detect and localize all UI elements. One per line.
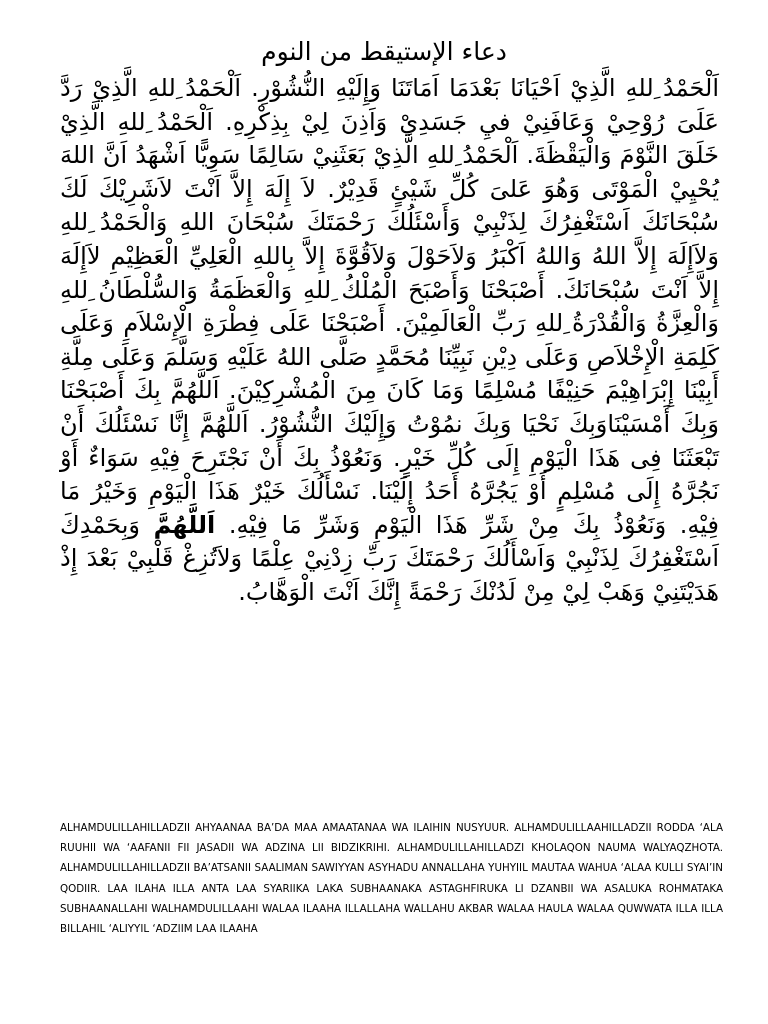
transliteration-text: ALHAMDULILLAHILLADZII AHYAANAA BA’DA MAA AMAATANAA WA ILAIHIN NUSYUUR. ALHAMDULILLAAHILLADZII RODDA ‘ALA RUUHII WA ‘AAFANII FII JASADII WA ADZINA LII BIDZIKRIHI. ALHAMDULILLAHILLADZI KHOLAQON NAUMA WALYAQZHOTA. ALHAMDULILLAHILLADZII BA’ATSANII SAALIMAN SAWIYYAN ASYHADU ANNALLAHA YUHYIIL MAUTAA WAHUA ‘ALAA KULLI SYAI’IN QODIIR. LAA ILAHA ILLA ANTA LAA SYARIIKA LAKA SUBHAANAKA ASTAGHFIRUKA LI DZANBII WA ASALUKA ROHMATAKA SUBHAANALLAHI WALHAMDULILLAAHI WALAA ILAAHA ILLALLAHA WALLAHU AKBAR WALAA HAULA WALAA QUWWATA ILLA ILLA BILLAHIL ‘ALIYYIL ‘ADZIIM LAA ILAAHA	[60, 822, 723, 936]
arabic-text-part-2: وَبِحَمْدِكَ اَسْتَغْفِرُكَ لِذَنْبِيْ وَاَسْأَلُكَ رَحْمَتَكَ رَبِّ زِدْنِيْ عِلْمًا وَلاَتُزِغْ قَلْبِيْ بَعْدَ إِذْ هَدَيْتَنِيْ وَهَبْ لِيْ مِنْ لَدُنْكَ رَحْمَةً إِنَّكَ اَنْتَ الْوَهَّابُ.	[60, 510, 719, 606]
arabic-bold-word: اَللَّهُمَّ	[153, 510, 216, 539]
arabic-text-part-1: اَلْحَمْدُ ِللهِ الَّذِيْ اَحْيَانَا بَعْدَمَا اَمَاتَنَا وَإِلَيْهِ النُّشُوْرِ. اَلْحَمْدُ ِللهِ الَّذِيْ رَدَّ عَلَىَ رُوْحِيْ وَعَافَنِيْ فيِ جَسَدِيْ وَاَذِنَ لِيْ بِذِكْرِهِ. اَلْحَمْدُ ِللهِ الَّذِيْ خَلَقَ النَّوْمَ وَالْيَقْظَةَ. اَلْحَمْدُ ِللهِ الَّذِيْ بَعَثَنِيْ سَالِمًا سَوِيًّا اَشْهَدُ اَنَّ اللهَ يُحْيِيْ الْمَوْتَى وَهُوَ عَلىَ كُلِّ شَيْئٍ قَدِيْرٌ. لاَ إِلَهَ إِلاَّ اَنْتَ لاَشَرِيْكَ لَكَ سُبْحَانَكَ اَسْتَغْفِرُكَ لِذَنْبِيْ وَأَسْئَلُكَ رَحْمَتَكَ سُبْحَانَ اللهِ وَالْحَمْدُ ِللهِ وَلاَإِلَهَ إِلاَّ اللهُ وَاللهُ اَكْبَرُ وَلاَحَوْلَ وَلاَقُوَّةَ إِلاَّ بِاللهِ الْعَلِيِّ الْعَظِيْمِ لاَإِلَهَ إِلاَّ اَنْتَ سُبْحَانَكَ. أَصْبَحْنَا وَأَصْبَحَ الْمُلْكُ ِللهِ وَالْعَظَمَةُ وَالسُّلْطَانُ ِللهِ وَالْعِزَّةُ وَالْقُدْرَةُ ِللهِ رَبِّ الْعَالَمِيْنَ. أَصْبَحْنَا عَلَى فِطْرَةِ الْإِسْلاَمِ وَعَلَى كَلِمَةِ الْإِخْلاَصِ وَعَلَى دِيْنِ نَبِيِّنَا مُحَمَّدٍ صَلَّى اللهُ عَلَيْهِ وَسَلَّمَ وَعَلَى مِلَّةِ أَبِيْنَا إِبْرَاهِيْمَ حَنِيْفًا مُسْلِمًا وَمَا كَانَ مِنَ الْمُشْرِكِيْنَ. اَللَّهُمَّ بِكَ أَصْبَحْنَا وَبِكَ أَمْسَيْنَاوَبِكَ نَحْيَا وَبِكَ نمُوْتُ وَإِلَيْكَ النُّشُوْرُ. اَللَّهُمَّ إِنَّا نَسْئَلُكَ أَنْ تَبْعَثَنَا فِى هَذَا الْيَوْمِ إِلَى كُلِّ خَيْرٍ. وَنَعُوْذُ بِكَ أَنْ نَجْتَرِحَ فِيْهِ سَوَاءٌ أَوْ نَجُرَّهُ إِلَى مُسْلِمٍ أَوْ يَجُرَّهُ أَحَدُ إِلَيْنَا. نَسْأَلُكَ خَيْرٌ هَذَا الْيَوْمِ وَخَيْرُ مَا فِيْهِ. وَنَعُوْذُ بِكَ مِنْ شَرِّ هَذَا الْيَوْمِ وَشَرِّ مَا فِيْهِ.	[60, 74, 719, 539]
page-title: دعاء الإستيقط من النوم	[261, 37, 507, 66]
arabic-prayer-text	[60, 72, 719, 610]
